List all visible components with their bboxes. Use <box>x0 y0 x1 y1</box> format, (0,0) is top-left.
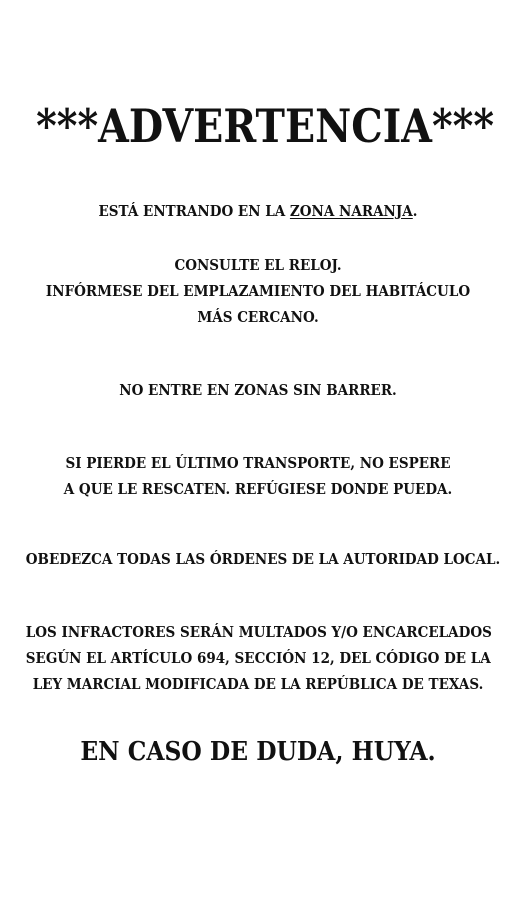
zone-end-punctuation: . <box>412 202 418 220</box>
transport-line: SI PIERDE EL ÚLTIMO TRANSPORTE, NO ESPERE <box>65 454 451 472</box>
zone-intro-text: ESTÁ ENTRANDO EN LA <box>98 202 290 220</box>
offender-line-cont: SEGÚN EL ARTÍCULO 694, SECCIÓN 12, DEL CÓDIGO DE LA <box>25 649 491 667</box>
offender-line-end: LEY MARCIAL MODIFICADA DE LA REPÚBLICA DE TEXAS. <box>32 675 484 693</box>
unswept-zones-line: NO ENTRE EN ZONAS SIN BARRER. <box>119 381 397 399</box>
zone-warning-line <box>26 198 490 224</box>
notice-title: ***ADVERTENCIA*** <box>36 99 495 153</box>
closing-statement: EN CASO DE DUDA, HUYA. <box>80 737 436 767</box>
clock-instruction-line: CONSULTE EL RELOJ. <box>174 256 342 274</box>
authority-line: OBEDEZCA TODAS LAS ÓRDENES DE LA AUTORIDAD LOCAL. <box>25 550 501 568</box>
offender-line: LOS INFRACTORES SERÁN MULTADOS Y/O ENCARCELADOS <box>25 623 492 641</box>
zone-name: ZONA NARANJA <box>289 202 413 220</box>
shelter-instruction-line: INFÓRMESE DEL EMPLAZAMIENTO DEL HABITÁCULO <box>45 282 471 300</box>
transport-line-cont: A QUE LE RESCATEN. REFÚGIESE DONDE PUEDA. <box>63 480 453 498</box>
shelter-instruction-line-cont: MÁS CERCANO. <box>197 308 319 326</box>
